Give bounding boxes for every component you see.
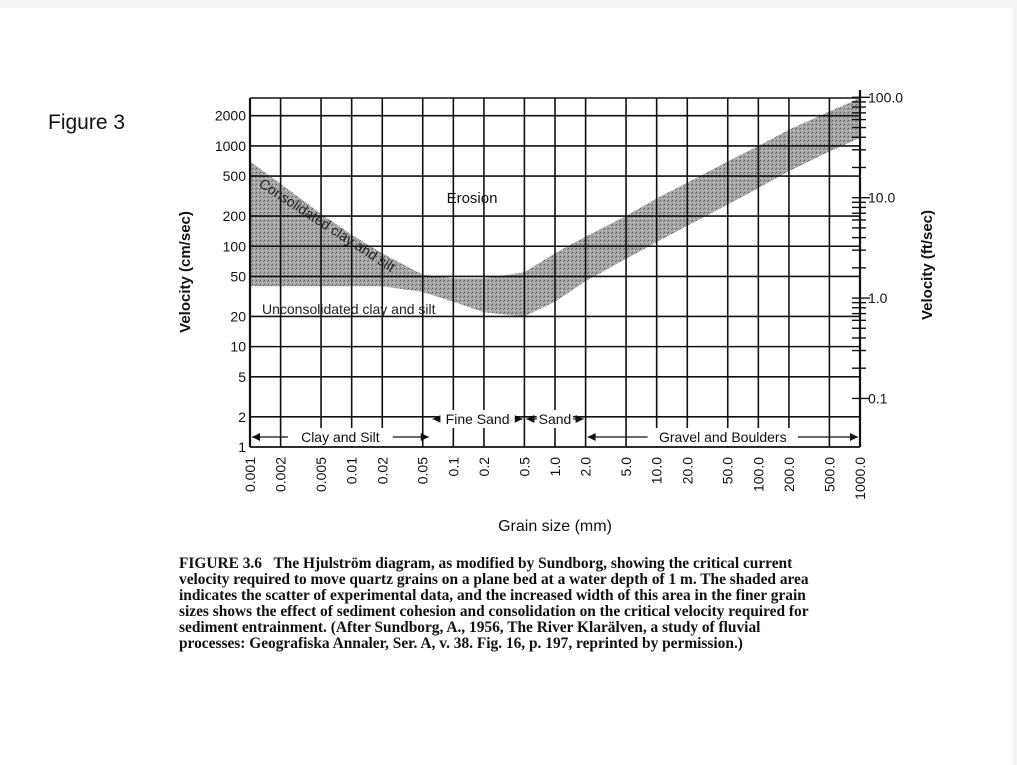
x-tick-label: 0.002 <box>272 457 289 493</box>
x-tick-label: 100.0 <box>750 457 767 493</box>
y-left-tick-label: 2000 <box>214 107 246 124</box>
y-right-tick-label: 1.0 <box>868 290 888 307</box>
caption-line: The Hjulström diagram, as modified by Sundborg, showing the critical current <box>273 555 793 572</box>
y-left-tick-label: 200 <box>222 208 246 225</box>
y-left-tick-label: 2 <box>238 408 246 425</box>
caption-line: velocity required to move quartz grains on a plane bed at a water depth of 1 m. The shaded area <box>179 571 809 588</box>
y-left-tick-label: 1000 <box>214 137 246 154</box>
x-tick-label: 50.0 <box>719 457 736 485</box>
x-tick-label: 0.2 <box>475 457 492 477</box>
y-left-tick-label: 20 <box>230 308 246 325</box>
x-tick-label: 1000.0 <box>852 457 868 500</box>
x-tick-label: 0.5 <box>516 457 533 477</box>
y-left-tick-label: 50 <box>230 268 246 285</box>
erosion-label: Erosion <box>446 190 498 207</box>
size-class-label: Clay and Silt <box>301 429 380 445</box>
size-class-arrowhead-left <box>588 433 596 441</box>
figure-label: Figure 3 <box>48 111 126 134</box>
x-tick-label: 10.0 <box>648 457 665 485</box>
y-left-tick-label: 500 <box>222 168 246 185</box>
y-right-tick-label: 100.0 <box>868 89 904 106</box>
y-right-tick-label: 0.1 <box>868 390 888 407</box>
size-class-arrowhead-right <box>850 433 858 441</box>
size-class-arrowhead-left <box>252 433 260 441</box>
x-tick-label: 0.02 <box>374 457 391 485</box>
x-tick-label: 0.005 <box>313 457 330 493</box>
x-tick-label: 1.0 <box>547 457 563 477</box>
y-left-tick-label: 1 <box>238 439 246 455</box>
chart-labels <box>177 89 936 535</box>
caption-lead: FIGURE 3.6 <box>179 555 262 572</box>
y-right-tick-label: 10.0 <box>868 189 896 206</box>
x-tick-label: 500.0 <box>821 457 838 493</box>
consolidated-label: Consolidated clay and silt <box>256 175 399 275</box>
figure-caption <box>179 556 949 652</box>
x-tick-label: 200.0 <box>780 457 797 493</box>
caption-line: indicates the scatter of experimental data, and the increased width of this area in the finer grain <box>179 587 806 604</box>
x-tick-label: 0.001 <box>242 457 258 493</box>
y-axis-title-right: Velocity (ft/sec) <box>919 209 936 321</box>
x-tick-label: 0.01 <box>343 457 360 485</box>
size-class-arrowhead-right <box>421 433 429 441</box>
x-axis-title: Grain size (mm) <box>498 518 612 535</box>
y-left-tick-label: 100 <box>222 238 246 255</box>
x-tick-label: 0.1 <box>445 457 462 477</box>
unconsolidated-label: Unconsolidated clay and silt <box>262 301 436 317</box>
y-left-tick-label: 10 <box>230 338 246 355</box>
x-tick-label: 20.0 <box>679 457 696 485</box>
y-axis-title-left: Velocity (cm/sec) <box>177 211 194 333</box>
x-tick-label: 0.05 <box>414 457 431 485</box>
size-class-label: Sand <box>538 411 572 427</box>
caption-line: sediment entrainment. (After Sundborg, A., 1956, The River Klarälven, a study of fluvial <box>179 619 761 636</box>
caption-line: sizes shows the effect of sediment cohesion and consolidation on the critical velocity required for <box>179 603 809 620</box>
x-tick-label: 5.0 <box>618 457 635 477</box>
caption-line: processes: Geografiska Annaler, Ser. A, v. 38. Fig. 16, p. 197, reprinted by permission.) <box>179 635 743 652</box>
size-class-label: Gravel and Boulders <box>658 429 787 445</box>
y-left-tick-label: 5 <box>238 368 246 385</box>
size-class-label: Fine Sand <box>445 411 510 427</box>
x-tick-label: 2.0 <box>577 457 594 477</box>
